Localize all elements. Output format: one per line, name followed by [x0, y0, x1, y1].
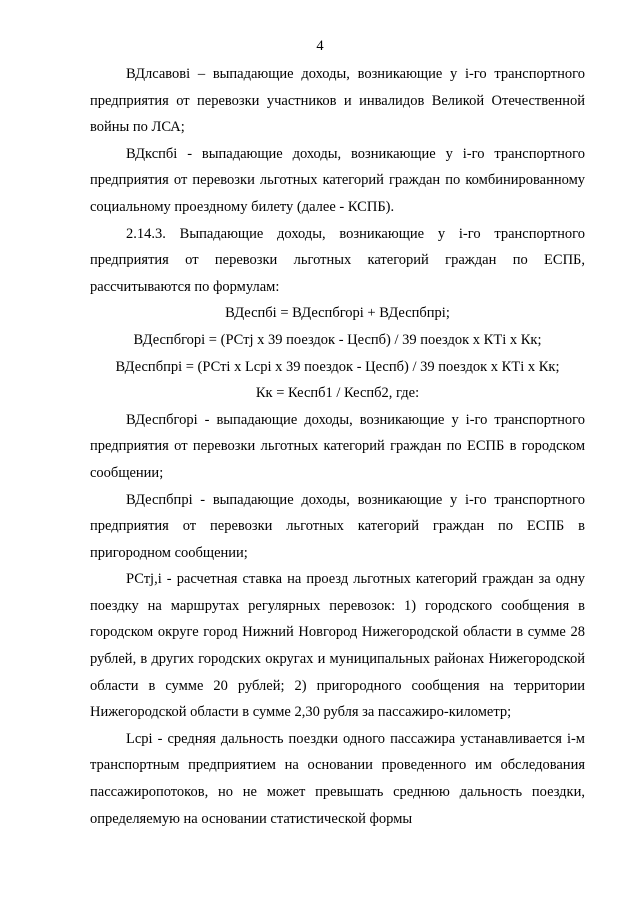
- body-paragraph: ВДеспбгорі - выпадающие доходы, возникающие у і-го транспортного предприятия от перевозки льготных категорий граждан по ЕСПБ в городском сообщении;: [90, 411, 585, 481]
- body-paragraph: ВДлсавові – выпадающие доходы, возникающие у і-го транспортного предприятия от перевозки участников и инвалидов Великой Отечественной войны по ЛСА;: [90, 66, 585, 136]
- document-body: [90, 61, 585, 832]
- page-number: 4: [316, 38, 324, 54]
- body-paragraph: 2.14.3. Выпадающие доходы, возникающие у і-го транспортного предприятия от перевозки льготных категорий граждан по ЕСПБ, рассчитываются по формулам:: [90, 225, 585, 295]
- body-paragraph: РСтj,і - расчетная ставка на проезд льготных категорий граждан за одну поездку на маршрутах регулярных перевозок: 1) городского сообщения в городском округе город Нижний Новгород Нижегородской области в сумме 28 рублей, в других городских округах и муниципальных районах Нижегородской области в сумме 20 рублей; 2) пригородного сообщения на территории Нижегородской области в сумме 2,30 рубля за пассажиро-километр;: [90, 571, 585, 721]
- formula-line: ВДеспбі = ВДеспбгорі + ВДеспбпрі;: [225, 305, 450, 322]
- formula-line: ВДеспбгорі = (РСтj х 39 поездок - Цеспб) / 39 поездок х КТі х Кк;: [133, 331, 542, 348]
- body-paragraph: ВДеспбпрі - выпадающие доходы, возникающие у і-го транспортного предприятия от перевозки льготных категорий граждан по ЕСПБ в пригородном сообщении;: [90, 491, 585, 561]
- formula-line: ВДеспбпрі = (РСті х Lсрі х 39 поездок - Цеспб) / 39 поездок х КТі х Кк;: [115, 358, 560, 375]
- body-paragraph: ВДкспбі - выпадающие доходы, возникающие у і-го транспортного предприятия от перевозки льготных категорий граждан по комбинированному социальному проездному билету (далее - КСПБ).: [90, 145, 585, 215]
- body-paragraph: Lсрі - средняя дальность поездки одного пассажира устанавливается і-м транспортным предприятием на основании проведенного им обследования пассажиропотоков, но не может превышать среднюю дальность поездки, определяемую на основании статистической формы: [90, 730, 585, 827]
- formula-line: Кк = Кеспб1 / Кеспб2, где:: [255, 385, 420, 402]
